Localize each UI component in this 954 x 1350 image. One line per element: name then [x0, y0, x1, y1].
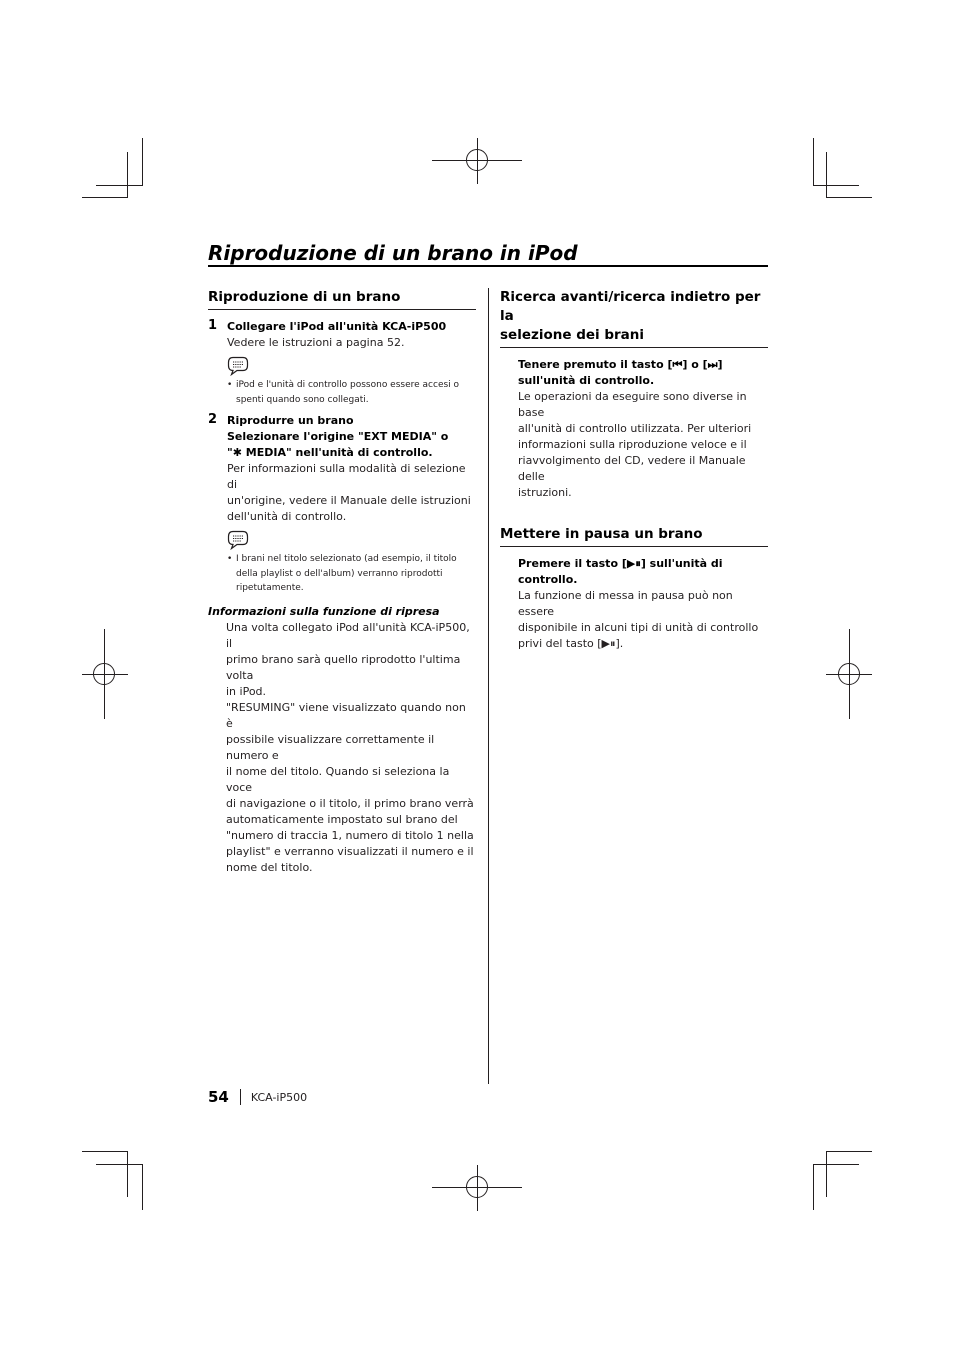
right-column: [500, 288, 768, 652]
step-body: Per informazioni sulla modalità di selezione di: [227, 462, 466, 491]
body-line: istruzioni.: [518, 486, 572, 499]
instruction-line: Premere il tasto [▶⏸] sull'unità di controllo.: [518, 557, 723, 586]
step-number: 2: [208, 412, 218, 427]
crop-mark-line: [82, 1151, 128, 1152]
section-heading: Mettere in pausa un brano: [500, 526, 703, 542]
body-line: riavvolgimento del CD, vedere il Manuale delle: [518, 454, 746, 483]
step-instruction: Selezionare l'origine "EXT MEDIA" o: [227, 430, 449, 443]
resume-line: playlist" e verranno visualizzati il numero e il: [226, 844, 474, 858]
instruction-line: sull'unità di controllo.: [518, 374, 655, 387]
crop-mark-line: [826, 197, 872, 198]
heading-rule: [500, 347, 768, 348]
resume-line: "RESUMING" viene visualizzato quando non è: [226, 700, 466, 730]
resume-line: in iPod.: [226, 684, 267, 698]
resume-subheading: Informazioni sulla funzione di ripresa: [208, 604, 440, 618]
heading-rule: [208, 309, 476, 310]
body-line: La funzione di messa in pausa può non essere: [518, 589, 733, 618]
title-rule: [208, 265, 768, 267]
body-line: privi del tasto [▶⏸].: [518, 637, 624, 650]
section-heading: [500, 288, 768, 345]
resume-body: [208, 620, 476, 876]
step-body: dell'unità di controllo.: [227, 510, 347, 523]
registration-target-icon: [466, 1176, 488, 1198]
step-number: 1: [208, 318, 218, 333]
crop-mark-line: [127, 152, 128, 198]
note-item: [227, 378, 476, 407]
note-speech-bubble-icon: [227, 530, 249, 550]
crop-mark-line: [826, 152, 827, 198]
notes-list: [208, 378, 476, 407]
registration-target-icon: [466, 149, 488, 171]
step-body: Vedere le istruzioni a pagina 52.: [227, 336, 405, 349]
crop-mark-line: [826, 1151, 827, 1197]
crop-mark-line: [127, 1151, 128, 1197]
note-speech-bubble-icon: [227, 356, 249, 376]
resume-line: Una volta collegato iPod all'unità KCA-iP500, il: [226, 620, 470, 650]
body-line: Le operazioni da eseguire sono diverse in base: [518, 390, 747, 419]
crop-mark-line: [813, 185, 859, 186]
footer-separator: [240, 1089, 241, 1105]
note-line: • iPod e l'unità di controllo possono essere accesi o: [236, 380, 460, 390]
body-line: informazioni sulla riproduzione veloce e il: [518, 438, 747, 451]
note-line: spenti quando sono collegati.: [236, 394, 369, 405]
crop-mark-line: [142, 138, 143, 186]
section-body: [500, 357, 768, 501]
crop-mark-line: [813, 138, 814, 186]
resume-line: possibile visualizzare correttamente il numero e: [226, 732, 435, 762]
crop-mark-line: [142, 1164, 143, 1210]
section-heading-line: selezione dei brani: [500, 327, 645, 343]
crop-mark-line: [96, 1164, 142, 1165]
body-line: all'unità di controllo utilizzata. Per ulteriori: [518, 422, 752, 435]
step-instruction: "✱ MEDIA" nell'unità di controllo.: [227, 446, 433, 459]
step-instruction: Collegare l'iPod all'unità KCA-iP500: [227, 320, 447, 333]
page-title: Riproduzione di un brano in iPod: [208, 241, 578, 265]
body-line: disponibile in alcuni tipi di unità di controllo: [518, 621, 759, 634]
registration-target-icon: [93, 663, 115, 685]
page-number: 54: [208, 1088, 229, 1106]
resume-line: primo brano sarà quello riprodotto l'ultima volta: [226, 652, 461, 682]
spacer: [500, 501, 768, 525]
resume-line: automaticamente impostato sul brano del: [226, 812, 458, 826]
resume-line: di navigazione o il titolo, il primo brano verrà: [226, 796, 474, 810]
resume-line: "numero di traccia 1, numero di titolo 1 nella: [226, 828, 474, 842]
section-heading-line: Ricerca avanti/ricerca indietro per la: [500, 289, 761, 324]
heading-rule: [500, 546, 768, 547]
crop-mark-line: [82, 197, 128, 198]
resume-line: nome del titolo.: [226, 860, 313, 874]
note-line: ripetutamente.: [236, 583, 304, 593]
instruction-line: Tenere premuto il tasto [⏮] o [⏭]: [518, 358, 723, 371]
page-footer: [208, 1086, 307, 1108]
column-divider: [488, 288, 489, 1084]
step-instruction: Riprodurre un brano: [227, 414, 354, 427]
crop-mark-line: [96, 185, 142, 186]
resume-line: il nome del titolo. Quando si seleziona la voce: [226, 764, 450, 794]
note-line: della playlist o dell'album) verranno riprodotti: [236, 568, 443, 579]
step-body: un'origine, vedere il Manuale delle istruzioni: [227, 494, 471, 507]
section-heading: Riproduzione di un brano: [208, 289, 401, 305]
note-item: [227, 552, 476, 596]
crop-mark-line: [813, 1164, 814, 1210]
crop-mark-line: [813, 1164, 859, 1165]
notes-list: [208, 552, 476, 596]
registration-target-icon: [838, 663, 860, 685]
crop-mark-line: [826, 1151, 872, 1152]
note-line: • I brani nel titolo selezionato (ad esempio, il titolo: [236, 554, 457, 564]
model-name: KCA-iP500: [250, 1090, 308, 1104]
step-1: [208, 319, 476, 376]
left-column: [208, 288, 476, 876]
step-2: [208, 413, 476, 550]
section-body: [500, 556, 768, 652]
